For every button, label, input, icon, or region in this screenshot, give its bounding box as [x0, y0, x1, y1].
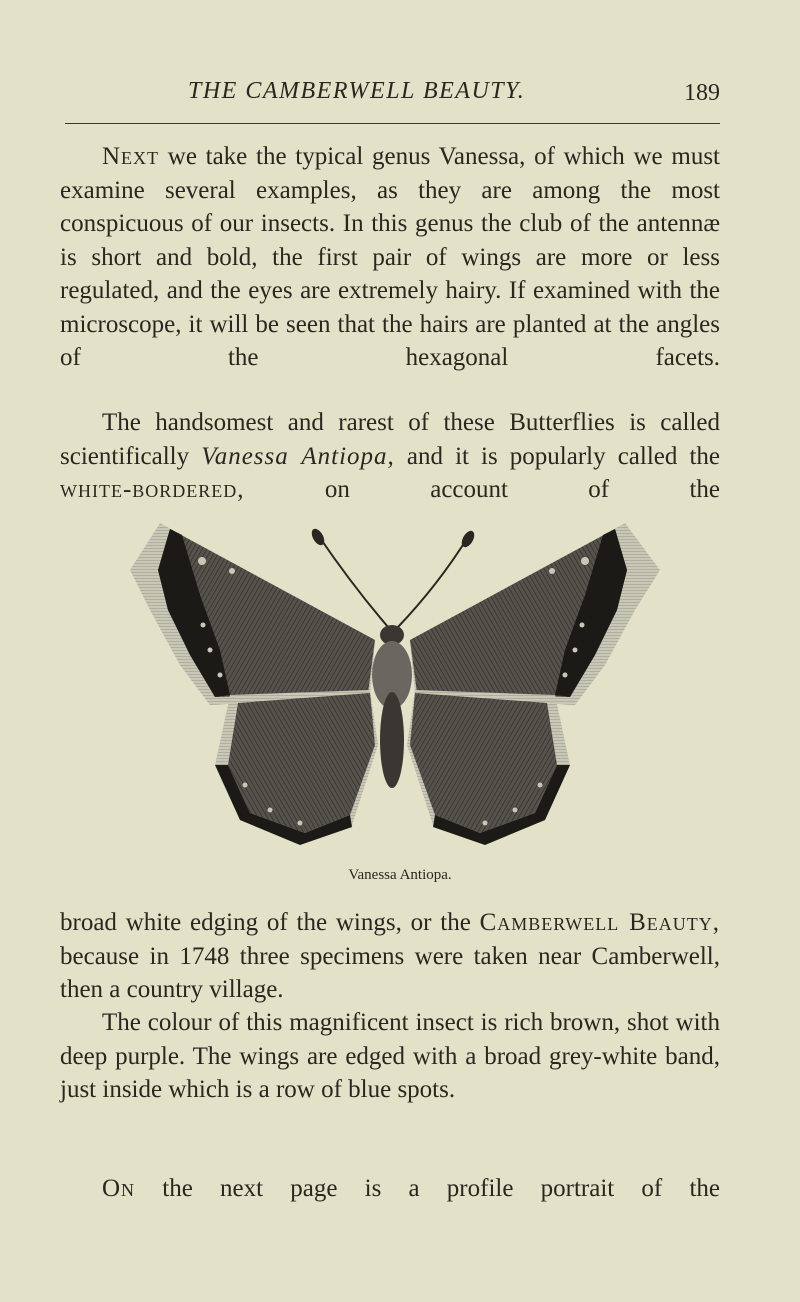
paragraph-colour [60, 1006, 720, 1107]
species-name: Vanessa Antiopa, [201, 442, 395, 470]
header-rule [65, 123, 720, 124]
page-number: 189 [684, 80, 720, 106]
lead-word: Next [102, 143, 160, 170]
butterfly-illustration [120, 515, 665, 855]
paragraph-camberwell [60, 906, 720, 1007]
paragraph-antiopa [60, 406, 720, 507]
page-header [60, 78, 720, 114]
running-title: THE CAMBERWELL BEAUTY. [188, 78, 526, 104]
paragraph-text: and it is popularly called the [394, 442, 721, 470]
paragraph-genus-vanessa [60, 140, 720, 375]
common-name: white-bordered, [60, 476, 245, 503]
paragraph-text: broad white edging of the wings, or the [60, 909, 480, 936]
paragraph-next-page [60, 1172, 720, 1206]
paragraph-text: on account of the [244, 476, 720, 503]
paragraph-text: The handsomest and rarest of these Butterflies is called scientifically [60, 409, 720, 470]
paragraph-text: because in 1748 three specimens were taken near Camberwell, then a country village. [60, 942, 720, 1003]
figure-caption: Vanessa Antiopa. [348, 867, 452, 883]
paragraph-text: the next page is a profile portrait of the [135, 1175, 720, 1202]
common-name: Camberwell Beauty, [479, 909, 720, 936]
lead-word: On [102, 1175, 136, 1202]
butterfly-icon [120, 515, 665, 855]
paragraph-text: we take the typical genus Vanessa, of which we must examine several examples, as they are among the most conspicuous of our insects. In this genus the club of the antennæ is short and bold, the first pair of wings are more or less regulated, and the eyes are extremely hairy. If examined with the microscope, it will be seen that the hairs are planted at the angles of the hexagonal facets. [60, 143, 720, 371]
paragraph-text: The colour of this magnificent insect is rich brown, shot with deep purple. The wings are edged with a broad grey-white band, just inside which is a row of blue spots. [60, 1009, 720, 1103]
